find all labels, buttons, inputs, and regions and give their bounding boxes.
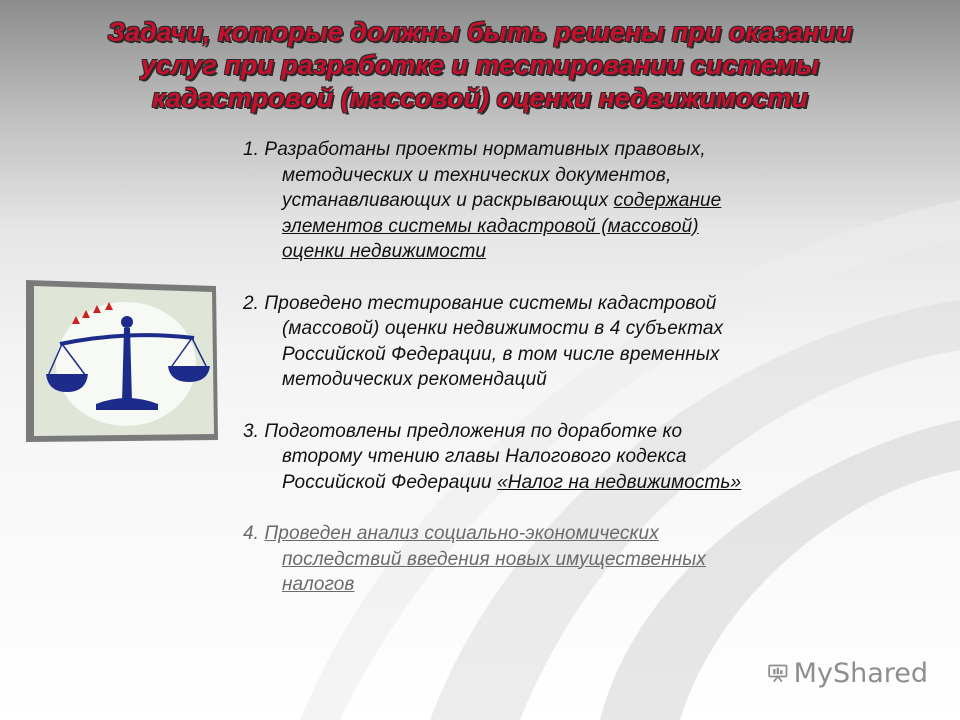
myshared-logo (768, 656, 928, 690)
title-line-1: Задачи, которые должны быть решены при оказании (107, 17, 853, 47)
task-item-2 (243, 291, 903, 393)
task-4-link-2: последствий введения новых имущественных (282, 548, 706, 570)
task-1-underlined-1: содержание (613, 190, 722, 211)
scales-of-justice-icon (26, 280, 218, 442)
title-line-3: кадастровой (массовой) оценки недвижимости (152, 83, 808, 113)
task-1-line-1: 1. Разработаны проекты нормативных правовых, (243, 139, 706, 160)
task-4-link-1: Проведен анализ социально-экономических (264, 523, 659, 544)
slide-title (40, 16, 920, 115)
task-1-line-3 (243, 188, 903, 214)
task-3-line-2: второму чтению главы Налогового кодекса (282, 446, 687, 467)
task-4-link-3: налогов (282, 574, 355, 595)
task-2-line-1: 2. Проведено тестирование системы кадастровой (243, 292, 717, 314)
task-3-line-1: 3. Подготовлены предложения по доработке ко (243, 420, 683, 442)
task-4-number: 4. (243, 523, 265, 544)
logo-text: MyShared (793, 657, 928, 689)
task-list (243, 137, 903, 624)
task-1-line-2: методических и технических документов, (282, 164, 672, 186)
task-3-line-3-text: Российской Федерации (282, 471, 498, 493)
title-line-2: услуг при разработке и тестировании системы (140, 50, 820, 80)
presentation-board-icon (768, 657, 788, 689)
task-3-underlined: «Налог на недвижимость» (497, 471, 742, 493)
task-1-line-3-text: устанавливающих и раскрывающих (282, 190, 614, 211)
task-2-line-2: (массовой) оценки недвижимости в 4 субъектах (282, 318, 724, 339)
task-item-3 (243, 419, 903, 496)
task-item-1 (243, 137, 903, 265)
task-2-line-3: Российской Федерации, в том числе временных (282, 343, 720, 365)
task-item-4 (243, 521, 903, 598)
task-2-line-4: методических рекомендаций (282, 369, 547, 390)
task-3-line-3 (243, 470, 903, 496)
task-4-line-1 (243, 521, 903, 547)
task-1-underlined-2: элементов системы кадастровой (массовой) (282, 215, 699, 237)
task-1-underlined-3: оценки недвижимости (282, 241, 487, 262)
